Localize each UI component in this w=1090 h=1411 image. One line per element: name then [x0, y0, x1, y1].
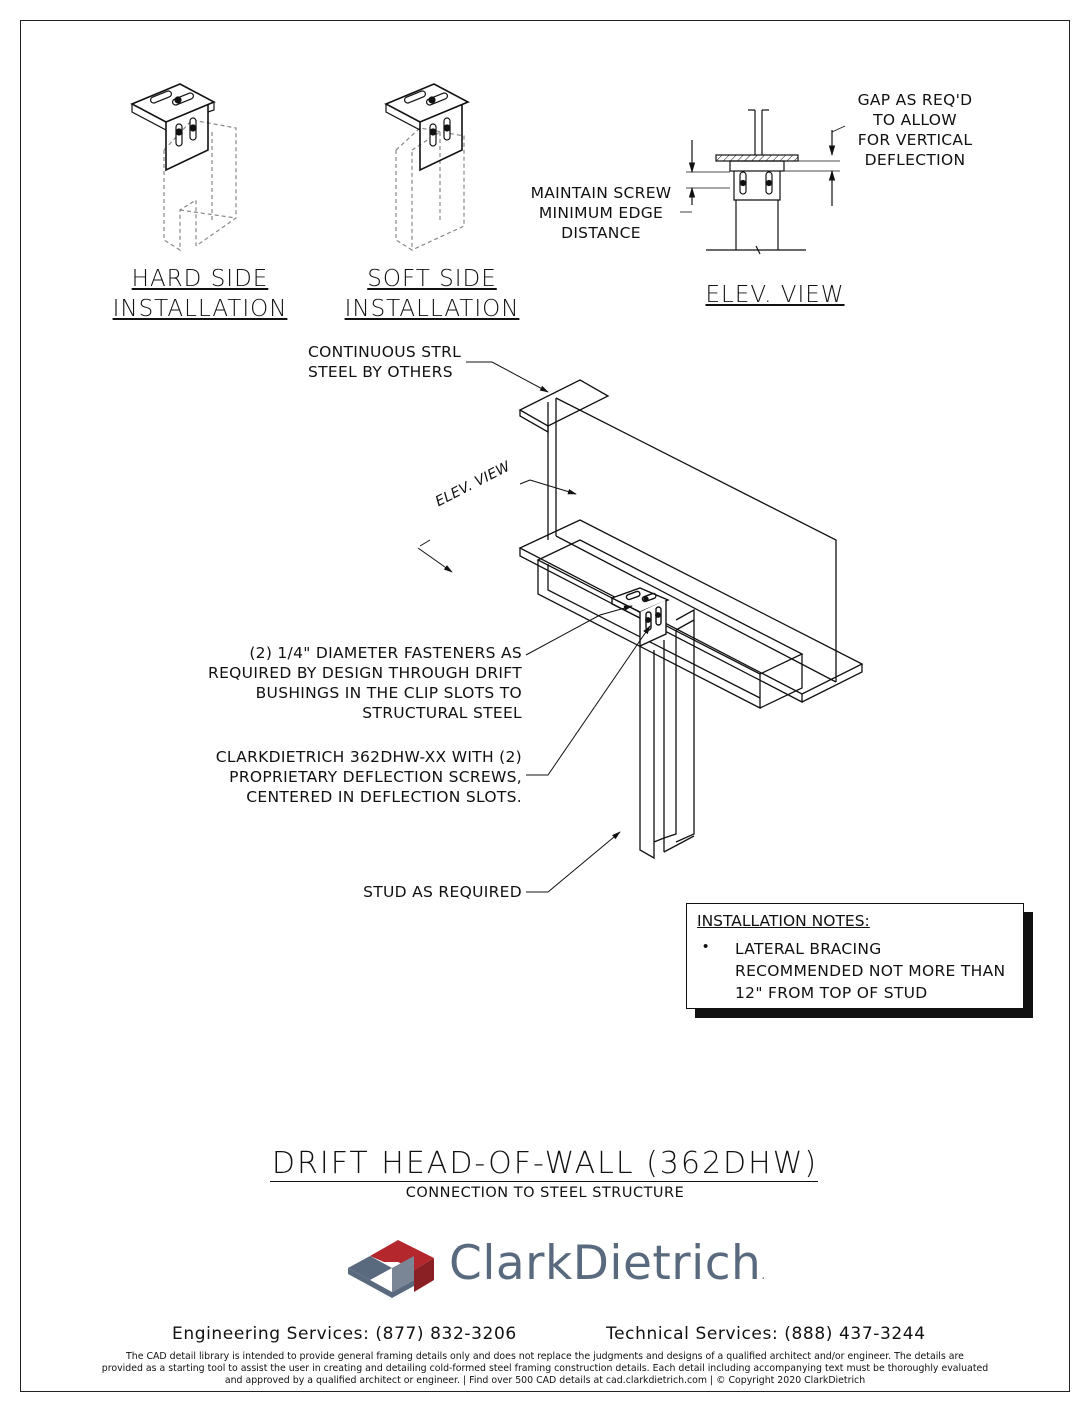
stud-drawing: [640, 610, 694, 858]
disclaimer-text: The CAD detail library is intended to provide general framing details only and does not replace the judgments and designs of a qualified architect and/or engineer. The details are provided as a starting tool to assist the user in creating and detailing cold-formed steel framing construction details. Each detail including accompanying text must be thoroughly evaluated and approved by a qualified architect or engineer. | Find over 500 CAD details at cad.clarkdietrich.com | © Copyright 2020 ClarkDietrich: [101, 1351, 989, 1386]
installation-notes-title: INSTALLATION NOTES:: [697, 912, 870, 930]
technical-services-phone: Technical Services: (888) 437-3244: [606, 1324, 926, 1344]
installation-note-item: LATERAL BRACING RECOMMENDED NOT MORE THAN 12" FROM TOP OF STUD: [735, 940, 1006, 1002]
drawing-title: DRIFT HEAD-OF-WALL (362DHW): [271, 1146, 819, 1181]
brand-wordmark: ClarkDietrich.: [449, 1236, 766, 1291]
drawing-subtitle: CONNECTION TO STEEL STRUCTURE: [405, 1185, 685, 1201]
steel-beam-drawing: [520, 380, 862, 708]
installation-notes-box: [686, 903, 1024, 1009]
deflection-clip-drawing: [612, 588, 668, 646]
section-marker-label: ELEV. VIEW: [432, 458, 514, 511]
elevation-view-drawing: [680, 110, 845, 254]
hard-side-installation-drawing: [132, 84, 236, 250]
steel-callout: CONTINUOUS STRL STEEL BY OTHERS: [308, 343, 462, 381]
leader-lines: [418, 362, 650, 892]
soft-side-title: SOFT SIDE INSTALLATION: [344, 266, 520, 322]
elev-view-title: ELEV. VIEW: [705, 282, 845, 308]
soft-side-installation-drawing: [386, 84, 468, 250]
engineering-services-phone: Engineering Services: (877) 832-3206: [172, 1324, 517, 1344]
screw-edge-callout: MAINTAIN SCREW MINIMUM EDGE DISTANCE: [530, 184, 672, 242]
gap-callout: GAP AS REQ'D TO ALLOW FOR VERTICAL DEFLECTION: [857, 91, 973, 169]
clarkdietrich-logo-icon: [348, 1240, 434, 1298]
clip-callout: CLARKDIETRICH 362DHW-XX WITH (2) PROPRIETARY DEFLECTION SCREWS, CENTERED IN DEFLECTION SLOTS.: [215, 748, 522, 806]
hard-side-title: HARD SIDE INSTALLATION: [112, 266, 288, 322]
fasteners-callout: (2) 1/4" DIAMETER FASTENERS AS REQUIRED BY DESIGN THROUGH DRIFT BUSHINGS IN THE CLIP SLOTS TO STRUCTURAL STEEL: [208, 644, 522, 722]
stud-callout: STUD AS REQUIRED: [363, 883, 522, 901]
bullet-icon: •: [703, 938, 709, 955]
title-underline: [270, 1181, 818, 1182]
